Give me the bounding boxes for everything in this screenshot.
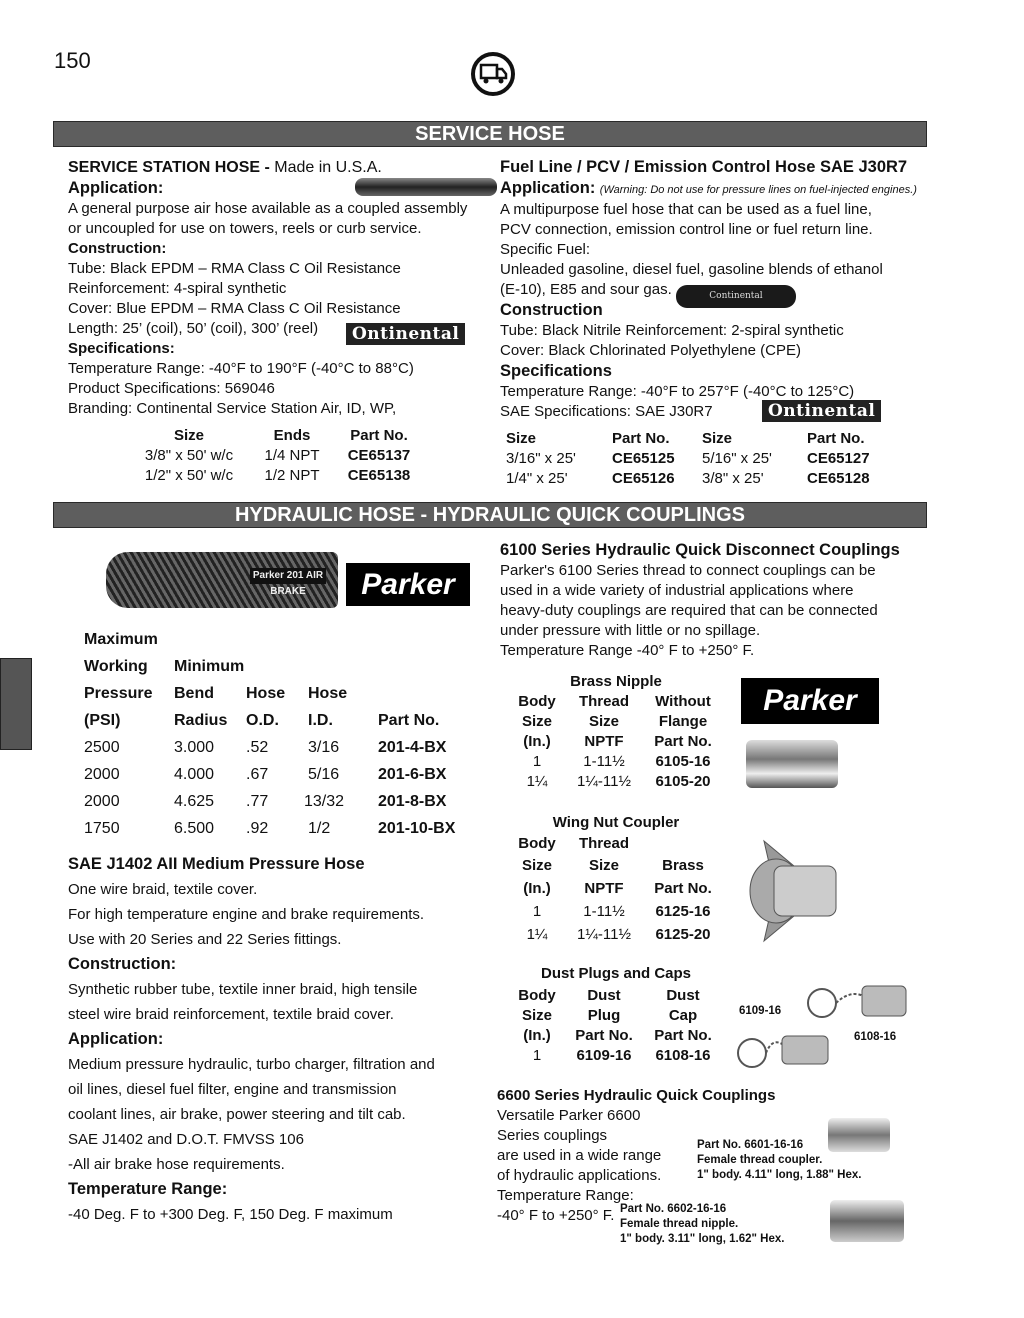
part-6601-caption: Part No. 6601-16-16 Female thread coupler. 1" body. 4.11" long, 1.88" Hex. bbox=[697, 1139, 862, 1181]
table-header-row: (In.) NPTF Part No. bbox=[523, 733, 712, 750]
service-station-title: SERVICE STATION HOSE - Made in U.S.A. bbox=[68, 159, 382, 176]
construction-line: Tube: Black EPDM – RMA Class C Oil Resistance bbox=[68, 260, 401, 277]
fuel-specs-line: Temperature Range: -40°F to 257°F (-40°C to 125°C) bbox=[500, 383, 855, 400]
service-hose-image bbox=[355, 178, 497, 196]
table-title-row: Wing Nut Coupler bbox=[552, 813, 680, 831]
application-text: or uncoupled for use on towers, reels or curb service. bbox=[68, 220, 422, 237]
table-header-row: (In.) NPTF Part No. bbox=[523, 880, 712, 897]
fuel-construction-line: Tube: Black Nitrile Reinforcement: 2-spiral synthetic bbox=[500, 322, 844, 339]
table-row: 2500 3.000 .52 3/16 201-4-BX bbox=[84, 738, 447, 756]
construction-line: Cover: Blue EPDM – RMA Class C Oil Resistance bbox=[68, 300, 401, 317]
parker-hose-table bbox=[84, 626, 472, 842]
part-6602-caption: Part No. 6602-16-16 Female thread nipple. 1" body. 3.11" long, 1.62" Hex. bbox=[620, 1203, 785, 1245]
wing-nut-image bbox=[744, 836, 844, 946]
table-header-row: (In.) Part No. Part No. bbox=[523, 1027, 712, 1044]
coupler-6601-image bbox=[828, 1118, 890, 1152]
service-station-block bbox=[68, 157, 467, 419]
nipple-6602-image bbox=[830, 1200, 904, 1242]
series-6600-line: Series couplings bbox=[497, 1127, 608, 1144]
construction-heading: Construction: bbox=[68, 240, 167, 257]
table-row: 1¼ 1¼-11½ 6125-20 bbox=[526, 926, 711, 943]
plug-label: 6109-16 bbox=[739, 1005, 782, 1017]
series-6600-line: Versatile Parker 6600 bbox=[497, 1107, 641, 1124]
sae-construction-heading: Construction: bbox=[68, 955, 177, 973]
continental-logo: Ontinental bbox=[346, 323, 465, 345]
fuel-construction-line: Cover: Black Chlorinated Polyethylene (CPE) bbox=[500, 342, 801, 359]
fuel-line-table bbox=[506, 428, 907, 488]
table-header-row: Maximum bbox=[84, 630, 158, 648]
table-row: 1/2" x 50' w/c 1/2 NPT CE65138 bbox=[144, 466, 411, 484]
table-row: 1/4" x 25' CE65126 3/8" x 25' CE65128 bbox=[506, 469, 870, 487]
fuel-text-line: (E-10), E85 and sour gas. bbox=[500, 281, 672, 298]
fuel-text-line: A multipurpose fuel hose that can be used as a fuel line, bbox=[500, 201, 872, 218]
table-header-row: Size Size Brass bbox=[521, 857, 704, 874]
table-row: 2000 4.625 .77 13/32 201-8-BX bbox=[84, 792, 447, 810]
sae-line: For high temperature engine and brake requirements. bbox=[68, 906, 425, 923]
fuel-specs-line: SAE Specifications: SAE J30R7 bbox=[500, 403, 713, 420]
specs-line: Temperature Range: -40°F to 190°F (-40°C to 88°C) bbox=[68, 360, 414, 377]
parker-logo: Parker bbox=[741, 678, 879, 724]
table-header-row: Size Part No. Size Part No. bbox=[506, 429, 865, 447]
sae-construction-line: Synthetic rubber tube, textile inner braid, high tensile bbox=[68, 981, 418, 998]
table-header-row: Size Size Flange bbox=[521, 713, 708, 730]
sae-construction-line: steel wire braid reinforcement, textile braid cover. bbox=[68, 1006, 394, 1023]
table-row: 3/16" x 25' CE65125 5/16" x 25' CE65127 bbox=[506, 449, 870, 467]
cap-label: 6108-16 bbox=[854, 1031, 897, 1043]
sae-j1402-block bbox=[68, 852, 435, 1227]
series-6100-line: heavy-duty couplings are required that can be connected bbox=[500, 602, 878, 619]
table-row: 1¼ 1¼-11½ 6105-20 bbox=[526, 773, 711, 790]
table-header-row: Working Minimum bbox=[84, 657, 245, 675]
specs-line: Product Specifications: 569046 bbox=[68, 380, 275, 397]
table-row: 3/8" x 50' w/c 1/4 NPT CE65137 bbox=[144, 446, 411, 464]
fuel-application-row: Application: (Warning: Do not use for pressure lines on fuel-injected engines.) bbox=[500, 179, 917, 197]
section-header-hydraulic: HYDRAULIC HOSE - HYDRAULIC QUICK COUPLINGS bbox=[53, 502, 927, 528]
table-row: 1 1-11½ 6105-16 bbox=[532, 753, 711, 770]
sae-temp-line: -40 Deg. F to +300 Deg. F, 150 Deg. F maximum bbox=[68, 1206, 393, 1223]
parker-logo: Parker bbox=[346, 563, 470, 606]
sae-line: Use with 20 Series and 22 Series fittings. bbox=[68, 931, 342, 948]
sae-line: One wire braid, textile cover. bbox=[68, 881, 258, 898]
dust-plug-cap-image bbox=[732, 978, 912, 1072]
series-6600-title: 6600 Series Hydraulic Quick Couplings bbox=[497, 1087, 776, 1104]
sae-application-line: -All air brake hose requirements. bbox=[68, 1156, 285, 1173]
sae-application-line: SAE J1402 and D.O.T. FMVSS 106 bbox=[68, 1131, 304, 1148]
fuel-text-line: Specific Fuel: bbox=[500, 241, 591, 258]
service-station-table bbox=[128, 425, 424, 485]
series-6600-line: Temperature Range: bbox=[497, 1187, 634, 1204]
series-6100-block bbox=[500, 540, 900, 661]
sae-application-line: Medium pressure hydraulic, turbo charger, filtration and bbox=[68, 1056, 435, 1073]
page-number: 150 bbox=[54, 48, 91, 73]
wing-nut-table bbox=[510, 812, 722, 946]
table-header-row: Pressure Bend Hose Hose bbox=[84, 684, 348, 702]
application-heading: Application: bbox=[68, 179, 164, 197]
series-6600-line: are used in a wide range bbox=[497, 1147, 662, 1164]
fuel-text-line: PCV connection, emission control line or fuel return line. bbox=[500, 221, 873, 238]
sae-application-line: oil lines, diesel fuel filter, engine and transmission bbox=[68, 1081, 397, 1098]
sae-application-line: coolant lines, air brake, power steering and tilt cab. bbox=[68, 1106, 406, 1123]
table-title-row: Brass Nipple bbox=[570, 673, 662, 690]
series-6100-line: used in a wide variety of industrial applications where bbox=[500, 582, 854, 599]
table-header-row: Size Plug Cap bbox=[521, 1007, 698, 1024]
table-row: 1 1-11½ 6125-16 bbox=[532, 903, 711, 920]
fuel-hose-image: Continental bbox=[676, 285, 796, 308]
table-row: 1750 6.500 .92 1/2 201-10-BX bbox=[84, 819, 456, 837]
table-header-row: Body Dust Dust bbox=[518, 987, 700, 1004]
fuel-line-title: Fuel Line / PCV / Emission Control Hose SAE J30R7 bbox=[500, 158, 908, 176]
fuel-specs-heading: Specifications bbox=[500, 362, 612, 380]
construction-line: Reinforcement: 4-spiral synthetic bbox=[68, 280, 287, 297]
fuel-construction-heading: Construction bbox=[500, 301, 603, 319]
section-tab bbox=[0, 658, 32, 750]
brass-nipple-image bbox=[746, 740, 838, 788]
application-text: A general purpose air hose available as a coupled assembly bbox=[68, 200, 468, 217]
sae-title: SAE J1402 AII Medium Pressure Hose bbox=[68, 855, 365, 873]
section-header-service-hose: SERVICE HOSE bbox=[53, 121, 927, 147]
series-6100-line: Parker's 6100 Series thread to connect couplings can be bbox=[500, 562, 876, 579]
table-header-row: Body Thread Without bbox=[518, 693, 711, 710]
series-6100-line: Temperature Range -40° F to +250° F. bbox=[500, 642, 755, 659]
specs-heading: Specifications: bbox=[68, 340, 175, 357]
specs-line: Branding: Continental Service Station Air, ID, WP, bbox=[68, 400, 397, 417]
series-6100-line: under pressure with little or no spillage. bbox=[500, 622, 761, 639]
table-header-row: Size Ends Part No. bbox=[173, 426, 408, 444]
series-6600-line: -40° F to +250° F. bbox=[497, 1207, 615, 1224]
series-6100-title: 6100 Series Hydraulic Quick Disconnect Couplings bbox=[500, 541, 900, 559]
fuel-text-line: Unleaded gasoline, diesel fuel, gasoline blends of ethanol bbox=[500, 261, 883, 278]
table-row: 1 6109-16 6108-16 bbox=[532, 1047, 711, 1064]
continental-logo: Ontinental bbox=[762, 400, 881, 422]
table-header-row: Body Thread bbox=[518, 834, 629, 852]
table-row: 2000 4.000 .67 5/16 201-6-BX bbox=[84, 765, 447, 783]
series-6600-line: of hydraulic applications. bbox=[497, 1167, 662, 1184]
sae-temp-heading: Temperature Range: bbox=[68, 1180, 228, 1198]
construction-line: Length: 25’ (coil), 50’ (coil), 300’ (reel) bbox=[68, 320, 319, 337]
hose-brand-label: Parker 201 AIR BRAKE bbox=[250, 568, 326, 584]
brass-nipple-table bbox=[510, 672, 722, 792]
table-title-row: Dust Plugs and Caps bbox=[540, 965, 692, 982]
dust-plugs-table bbox=[510, 962, 722, 1066]
sae-application-heading: Application: bbox=[68, 1030, 164, 1048]
table-header-row: (PSI) Radius O.D. I.D. Part No. bbox=[84, 711, 440, 729]
truck-icon bbox=[470, 52, 516, 96]
